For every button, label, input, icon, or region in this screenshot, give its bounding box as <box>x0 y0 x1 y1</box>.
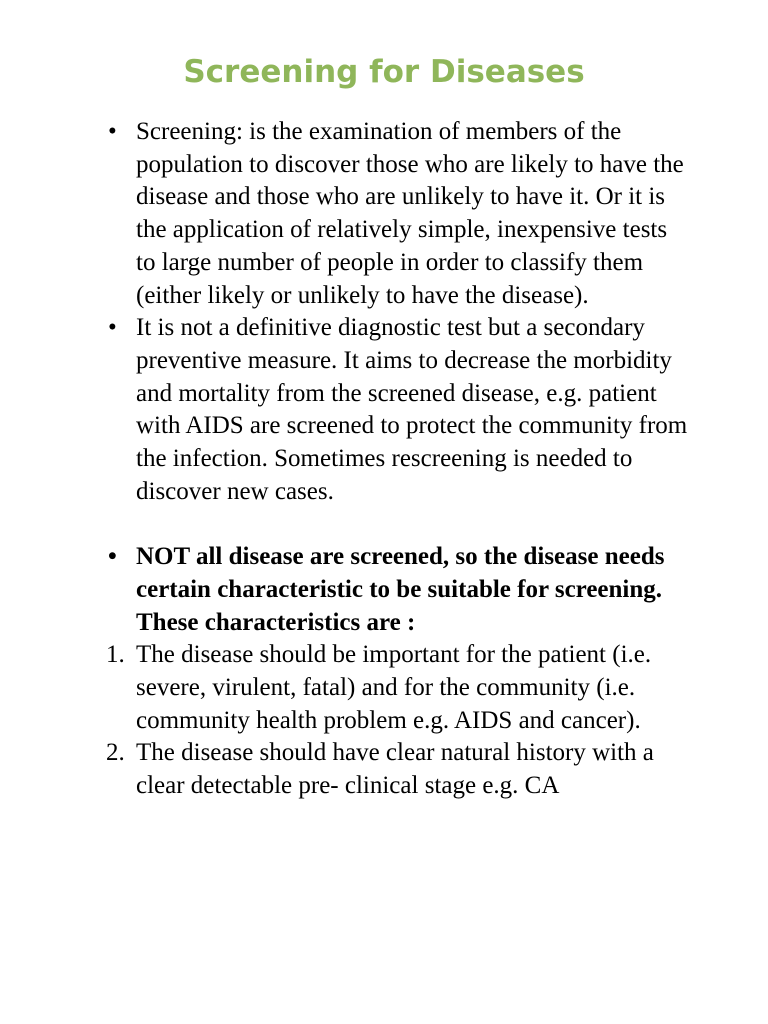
numbered-text: The disease should be important for the patient (i.e. severe, virulent, fatal) and for the community (i.e. community health problem e.g. AIDS and cancer). <box>136 641 652 734</box>
bullet-marker: • <box>108 314 117 342</box>
bullet-item-characteristics-intro <box>108 541 688 639</box>
bullet-text: Screening: is the examination of members of the population to discover those who are likely to have the disease and those who are unlikely to have it. Or it is the application of relatively simple, inexpensive tests to large number of people in order to classify them (either likely or unlikely to have the disease). <box>136 118 684 309</box>
document-body <box>108 116 688 803</box>
bullet-item-screening-definition <box>108 116 688 312</box>
bullet-item-not-diagnostic <box>108 312 688 508</box>
bullet-marker: • <box>108 118 117 145</box>
number-marker: 2. <box>106 739 125 767</box>
paragraph-spacer <box>108 508 688 541</box>
page-title: Screening for Diseases <box>183 54 585 90</box>
numbered-item-1 <box>108 639 688 737</box>
number-marker: 1. <box>106 641 125 669</box>
bullet-text: It is not a definitive diagnostic test but a secondary preventive measure. It aims to decrease the morbidity and mortality from the screened disease, e.g. patient with AIDS are screened to protect the community from the infection. Sometimes rescreening is needed to discover new cases. <box>136 314 688 505</box>
bullet-marker: • <box>108 543 117 571</box>
bullet-text: NOT all disease are screened, so the disease needs certain characteristic to be suitable for screening. These characteristics are : <box>136 543 665 636</box>
numbered-item-2 <box>108 737 688 802</box>
numbered-text: The disease should have clear natural history with a clear detectable pre- clinical stage e.g. CA <box>136 739 654 800</box>
